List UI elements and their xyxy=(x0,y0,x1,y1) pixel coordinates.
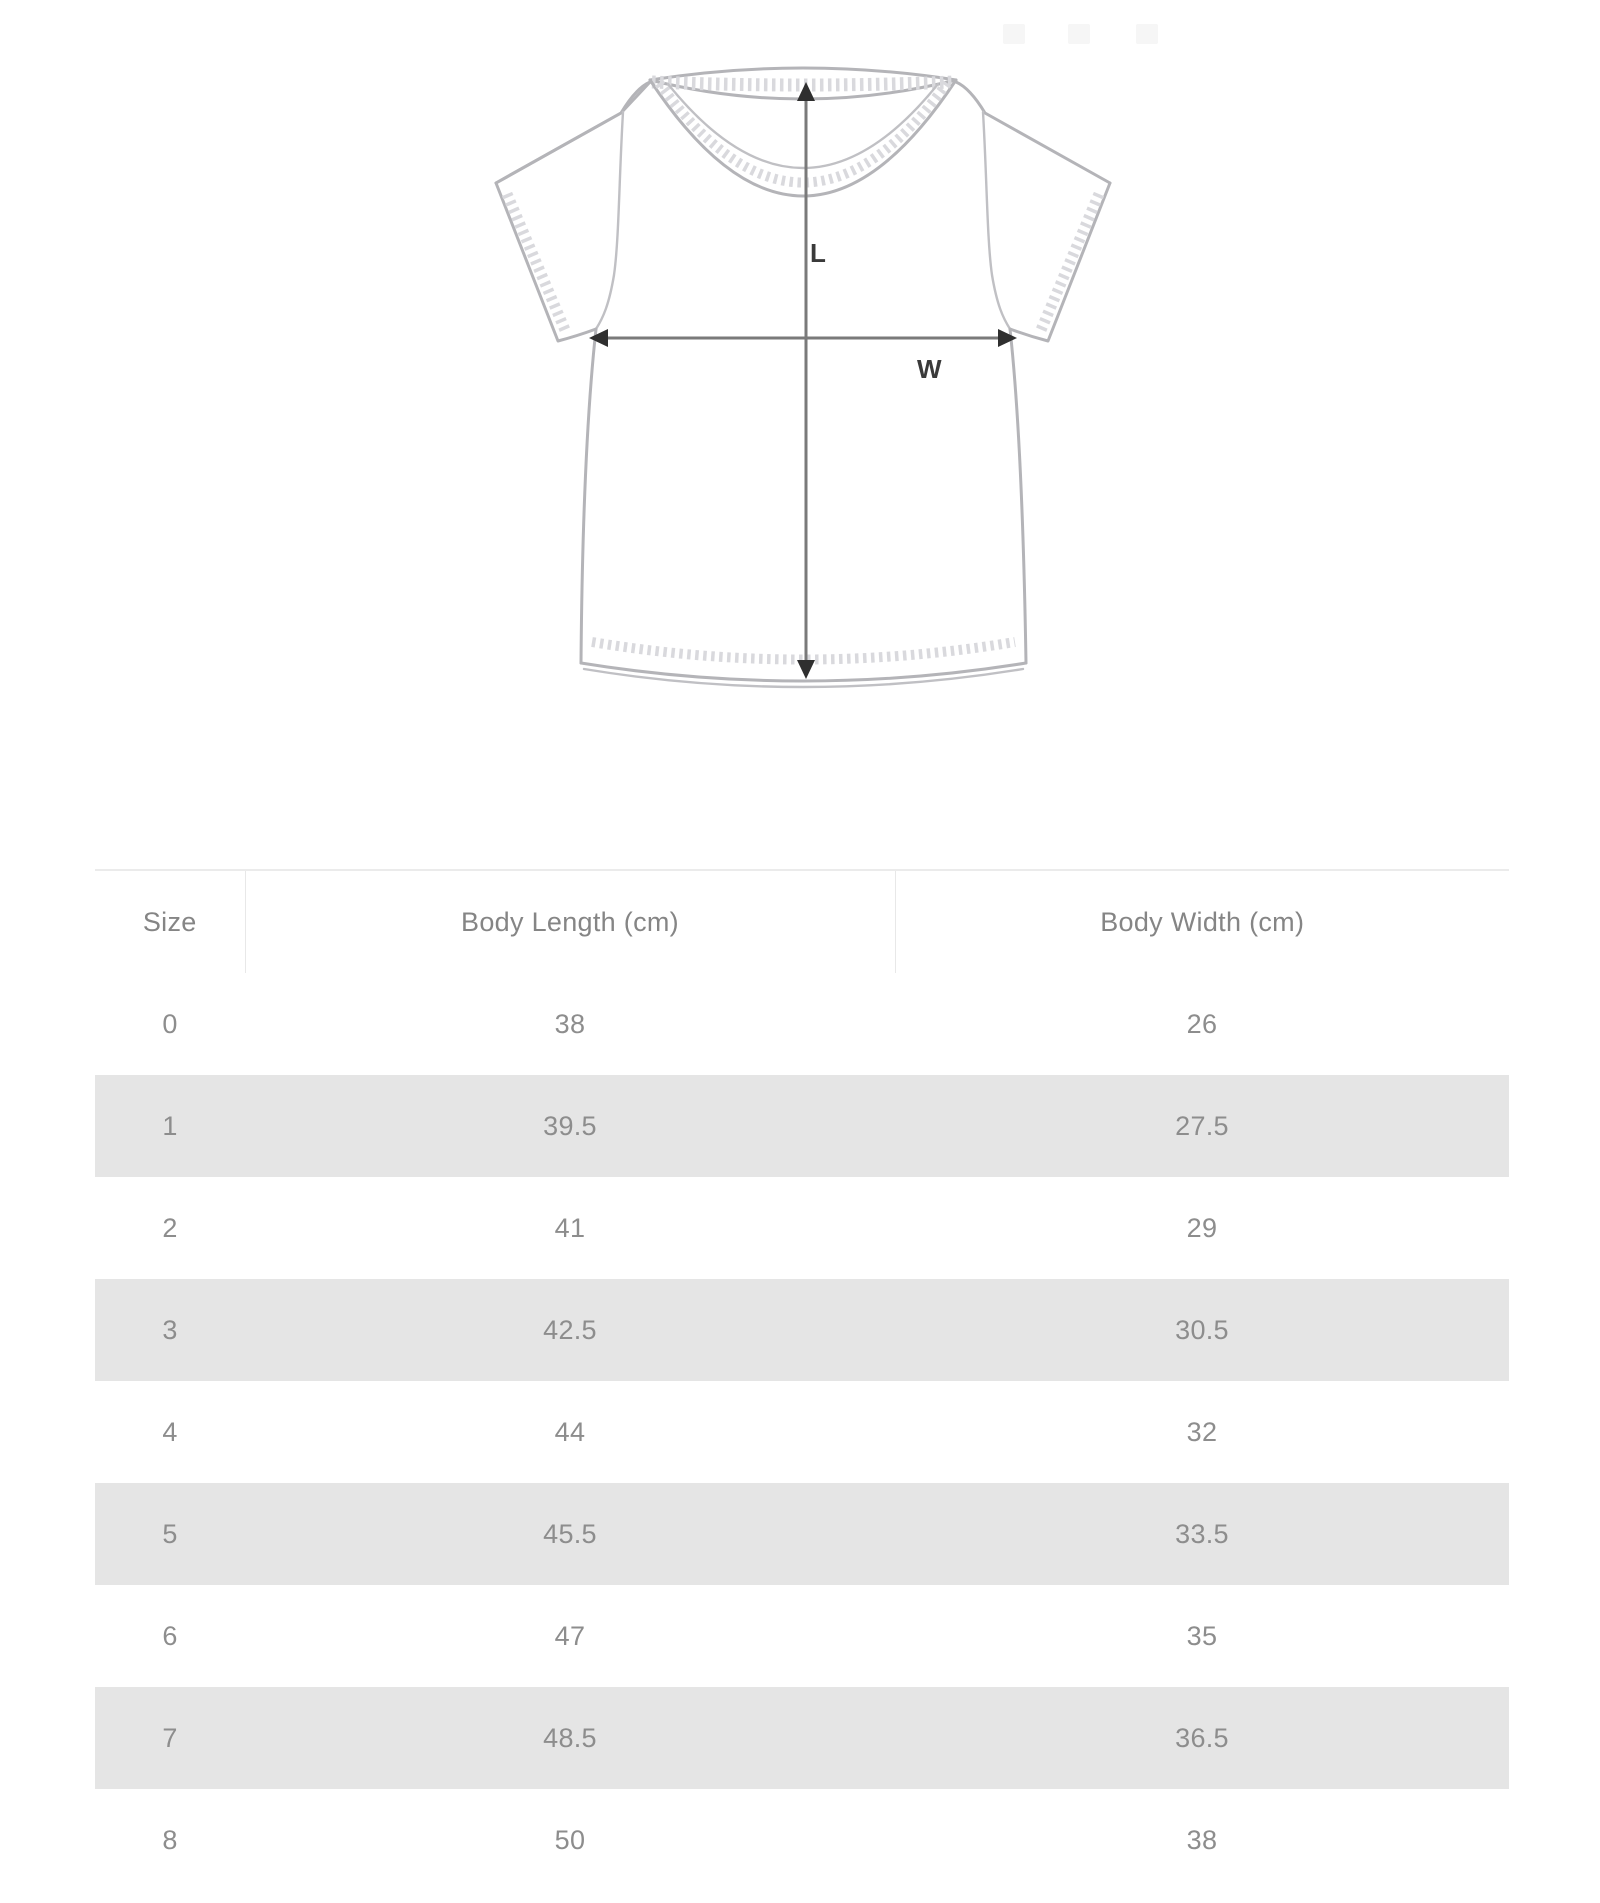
size-cell: 7 xyxy=(162,1722,178,1753)
width-cell: 38 xyxy=(1186,1824,1218,1855)
width-cell: 27.5 xyxy=(1175,1110,1229,1141)
left-sleeve-stitching xyxy=(507,194,565,330)
table-header-row xyxy=(95,870,1509,973)
right-sleeve-stitching xyxy=(1041,194,1099,330)
table-row xyxy=(95,1687,1509,1789)
size-cell: 6 xyxy=(162,1620,178,1651)
table-row xyxy=(95,1789,1509,1891)
size-cell: 8 xyxy=(162,1824,178,1855)
width-cell: 29 xyxy=(1186,1212,1218,1243)
width-cell: 33.5 xyxy=(1175,1518,1229,1549)
width-cell: 30.5 xyxy=(1175,1314,1229,1345)
table-row xyxy=(95,1483,1509,1585)
width-arrow xyxy=(589,329,1017,384)
length-cell: 39.5 xyxy=(543,1110,597,1141)
length-label: L xyxy=(810,238,826,268)
arrow-down-icon xyxy=(797,660,815,679)
width-cell: 32 xyxy=(1186,1416,1218,1447)
column-header-body-width: Body Width (cm) xyxy=(895,870,1509,973)
size-cell: 1 xyxy=(162,1110,178,1141)
size-chart-table xyxy=(95,869,1509,1891)
size-cell: 4 xyxy=(162,1416,178,1447)
width-cell: 36.5 xyxy=(1175,1722,1229,1753)
tshirt-outline-icon xyxy=(496,82,1110,687)
size-cell: 5 xyxy=(162,1518,178,1549)
length-cell: 42.5 xyxy=(543,1314,597,1345)
length-cell: 48.5 xyxy=(543,1722,597,1753)
length-cell: 44 xyxy=(554,1416,586,1447)
length-cell: 45.5 xyxy=(543,1518,597,1549)
cropped-artifact xyxy=(1136,24,1158,44)
length-arrow xyxy=(797,82,826,679)
table-row xyxy=(95,1585,1509,1687)
tshirt-measurement-diagram xyxy=(420,40,1120,720)
table-row xyxy=(95,1075,1509,1177)
length-cell: 47 xyxy=(554,1620,586,1651)
table-row xyxy=(95,1381,1509,1483)
size-cell: 3 xyxy=(162,1314,178,1345)
collar-icon xyxy=(650,68,956,196)
column-header-body-length: Body Length (cm) xyxy=(245,870,895,973)
length-cell: 41 xyxy=(554,1212,586,1243)
size-cell: 0 xyxy=(162,1008,178,1039)
column-header-size: Size xyxy=(95,870,245,973)
size-cell: 2 xyxy=(162,1212,178,1243)
width-cell: 26 xyxy=(1186,1008,1218,1039)
table-row xyxy=(95,973,1509,1075)
bottom-hem-stitching xyxy=(592,642,1015,660)
width-label: W xyxy=(917,354,942,384)
length-cell: 50 xyxy=(554,1824,586,1855)
width-cell: 35 xyxy=(1186,1620,1218,1651)
table-row xyxy=(95,1177,1509,1279)
length-cell: 38 xyxy=(554,1008,586,1039)
table-row xyxy=(95,1279,1509,1381)
